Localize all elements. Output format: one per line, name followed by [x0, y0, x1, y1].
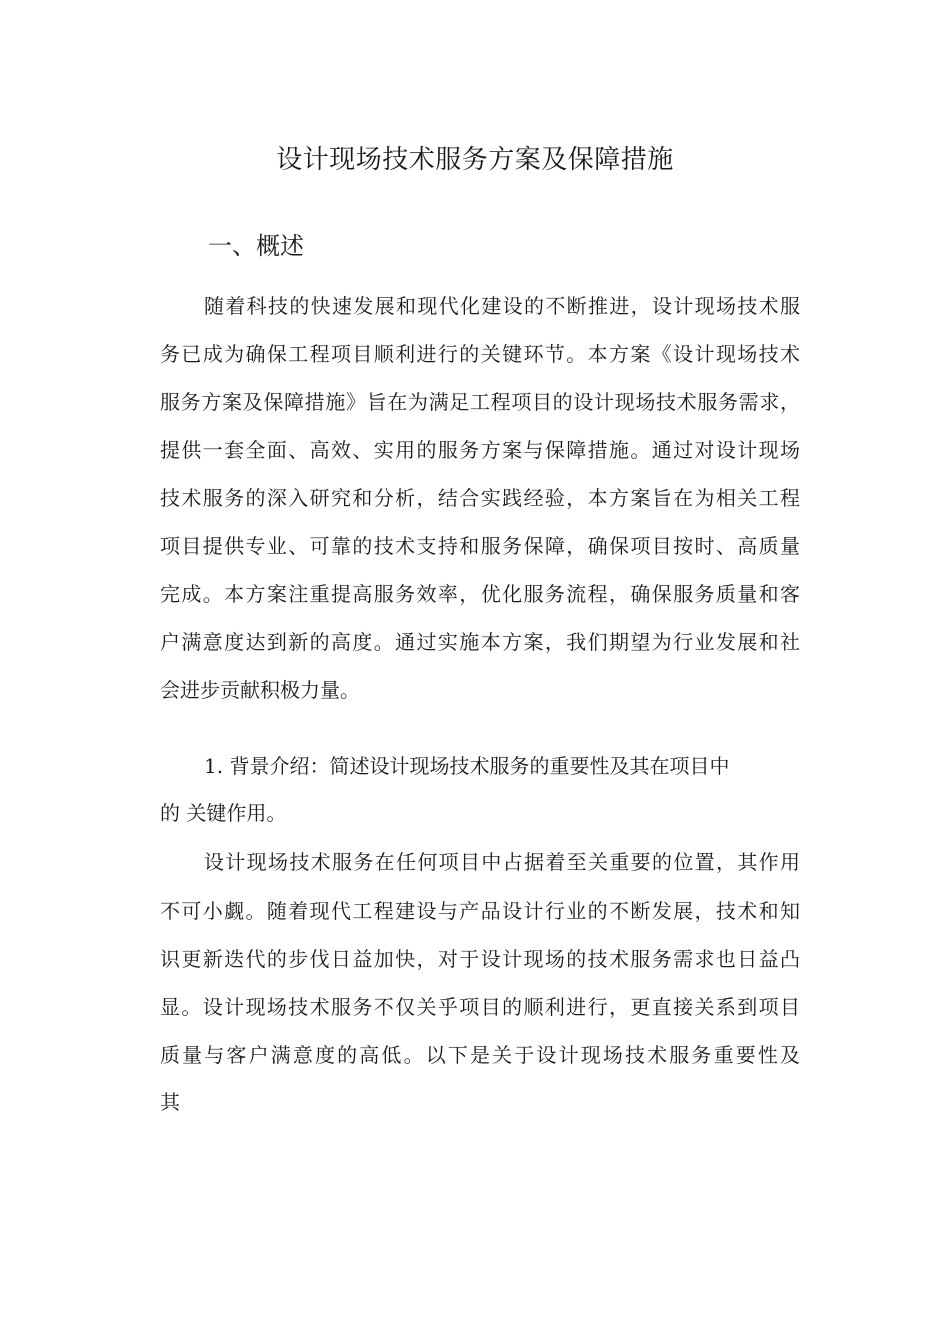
list-item-line: 1. 背景介绍：简述设计现场技术服务的重要性及其在项目中: [204, 754, 730, 778]
paragraph-line: 完成。本方案注重提高服务效率，优化服务流程，确保服务质量和客: [160, 582, 800, 606]
paragraph-line: 设计现场技术服务在任何项目中占据着至关重要的位置，其作用: [204, 850, 800, 874]
paragraph-line: 显。设计现场技术服务不仅关乎项目的顺利进行，更直接关系到项目: [160, 995, 800, 1019]
list-item-line: 的 关键作用。: [160, 801, 287, 825]
paragraph-line: 服务方案及保障措施》旨在为满足工程项目的设计现场技术服务需求，: [160, 390, 800, 414]
paragraph-line: 随着科技的快速发展和现代化建设的不断推进，设计现场技术服: [204, 294, 800, 318]
paragraph-line: 质量与客户满意度的高低。以下是关于设计现场技术服务重要性及: [160, 1043, 800, 1067]
paragraph-line: 务已成为确保工程项目顺利进行的关键环节。本方案《设计现场技术: [160, 342, 800, 366]
paragraph-line: 不可小觑。随着现代工程建设与产品设计行业的不断发展，技术和知: [160, 899, 800, 923]
section-heading: 一、概述: [208, 232, 304, 260]
paragraph-line: 技术服务的深入研究和分析，结合实践经验，本方案旨在为相关工程: [160, 486, 800, 510]
paragraph-line: 提供一套全面、高效、实用的服务方案与保障措施。通过对设计现场: [160, 438, 800, 462]
paragraph-line: 项目提供专业、可靠的技术支持和服务保障，确保项目按时、高质量: [160, 534, 800, 558]
paragraph-line: 其: [160, 1090, 180, 1114]
paragraph-line: 会进步贡献积极力量。: [160, 678, 360, 702]
paragraph-line: 户满意度达到新的高度。通过实施本方案，我们期望为行业发展和社: [160, 630, 800, 654]
paragraph-line: 识更新迭代的步伐日益加快，对于设计现场的技术服务需求也日益凸: [160, 947, 800, 971]
document-title: 设计现场技术服务方案及保障措施: [276, 145, 674, 175]
